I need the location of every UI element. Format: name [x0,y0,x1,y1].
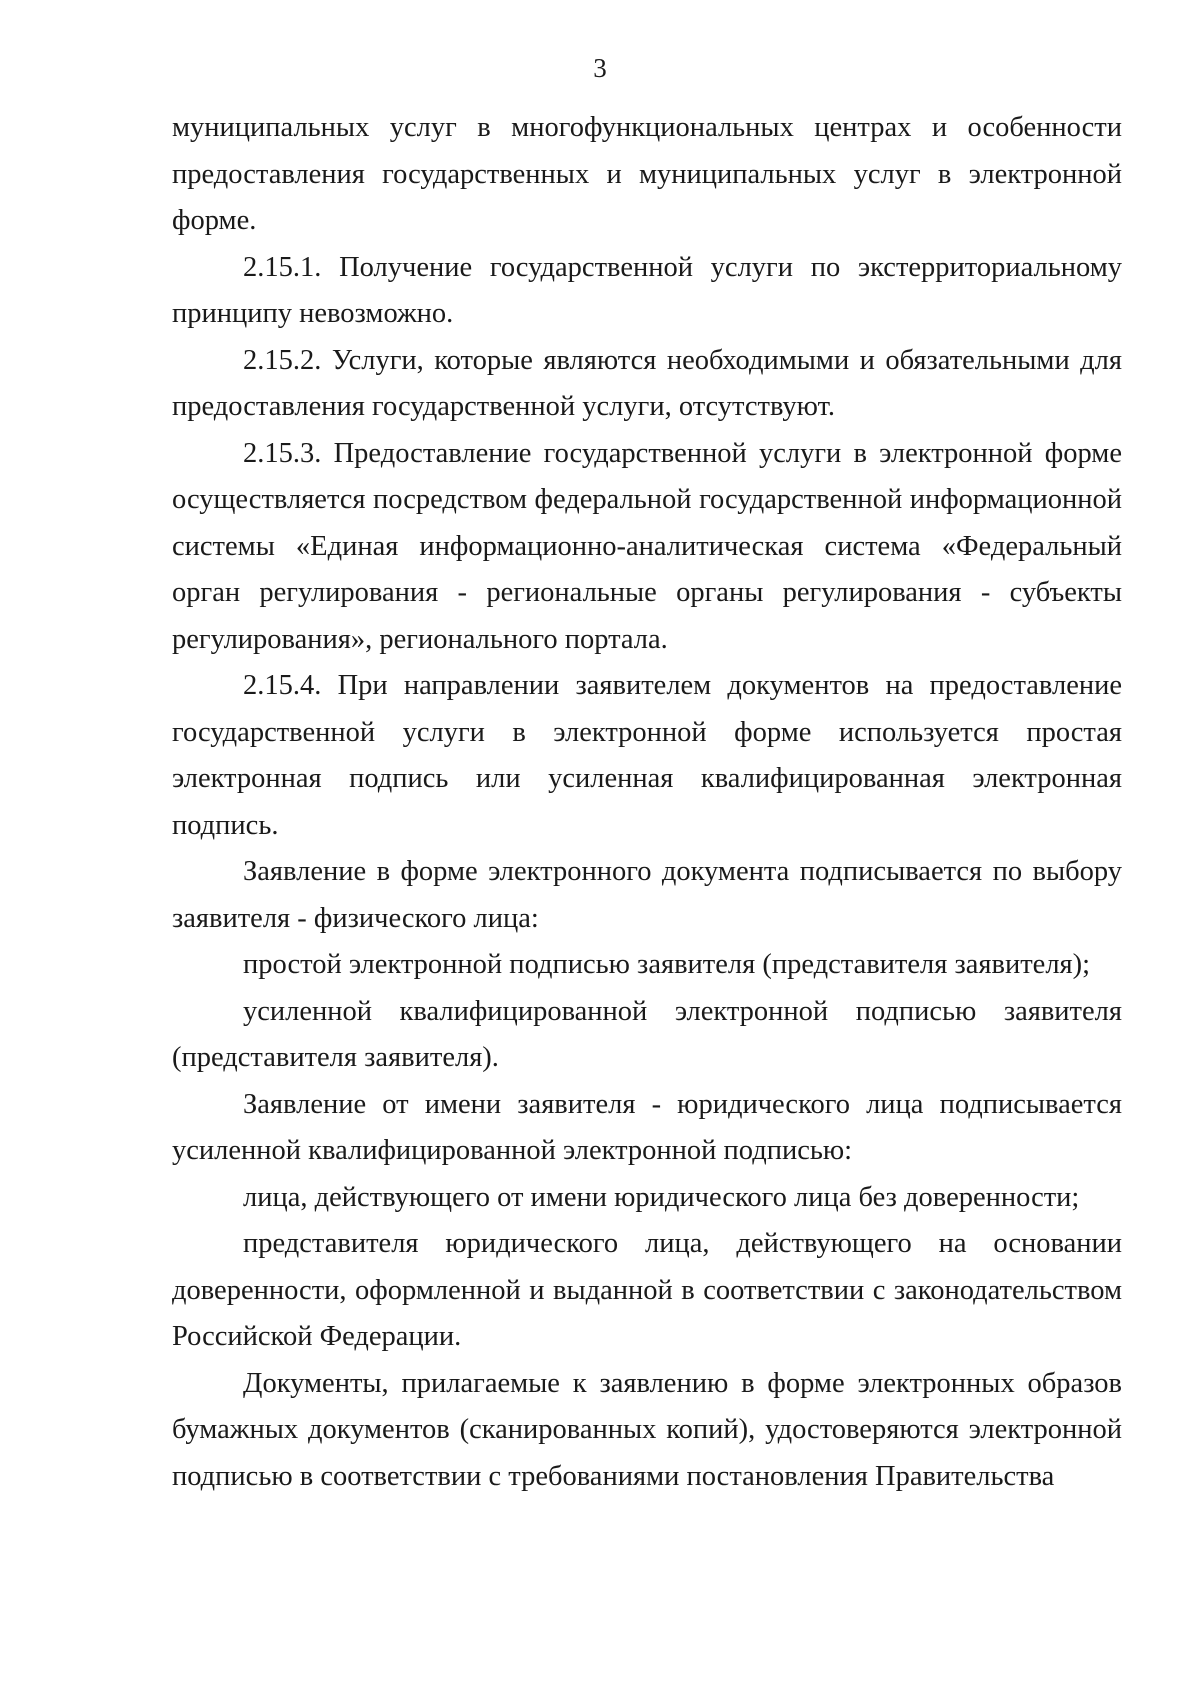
paragraph-2-15-2: 2.15.2. Услуги, которые являются необходимыми и обязательными для предоставления государственной услуги, отсутствуют. [172,344,1122,422]
document-body [172,105,1122,1500]
paragraph-continuation: муниципальных услуг в многофункциональных центрах и особенности предоставления государственных и муниципальных услуг в электронной форме. [172,112,1122,236]
list-item-representative: представителя юридического лица, действующего на основании доверенности, оформленной и выданной в соответствии с законодательством Российской Федерации. [172,1228,1122,1352]
paragraph-attached-documents: Документы, прилагаемые к заявлению в форме электронных образов бумажных документов (сканированных копий), удостоверяются электронной подписью в соответствии с требованиями постановления Правительства [172,1367,1122,1492]
paragraph-individual-signature: Заявление в форме электронного документа подписывается по выбору заявителя - физического лица: [172,856,1122,934]
paragraph-2-15-1: 2.15.1. Получение государственной услуги по экстерриториальному принципу невозможно. [172,251,1122,329]
list-item-without-power-of-attorney: лица, действующего от имени юридического лица без доверенности; [243,1181,1080,1213]
list-item-simple-signature: простой электронной подписью заявителя (представителя заявителя); [243,949,1091,980]
paragraph-2-15-3: 2.15.3. Предоставление государственной услуги в электронной форме осуществляется посредством федеральной государственной информационной системы «Единая информационно-аналитическая система «Федеральный орган регулирования - региональные органы регулирования - субъекты регулирования», регионального портала. [172,437,1122,655]
list-item-qualified-signature: усиленной квалифицированной электронной подписью заявителя (представителя заявителя). [172,995,1122,1073]
paragraph-legal-entity-signature: Заявление от имени заявителя - юридического лица подписывается усиленной квалифицированной электронной подписью: [172,1088,1122,1166]
page-number: 3 [593,53,607,83]
paragraph-2-15-4: 2.15.4. При направлении заявителем документов на предоставление государственной услуги в электронной форме используется простая электронная подпись или усиленная квалифицированная электронная подпись. [172,670,1122,841]
